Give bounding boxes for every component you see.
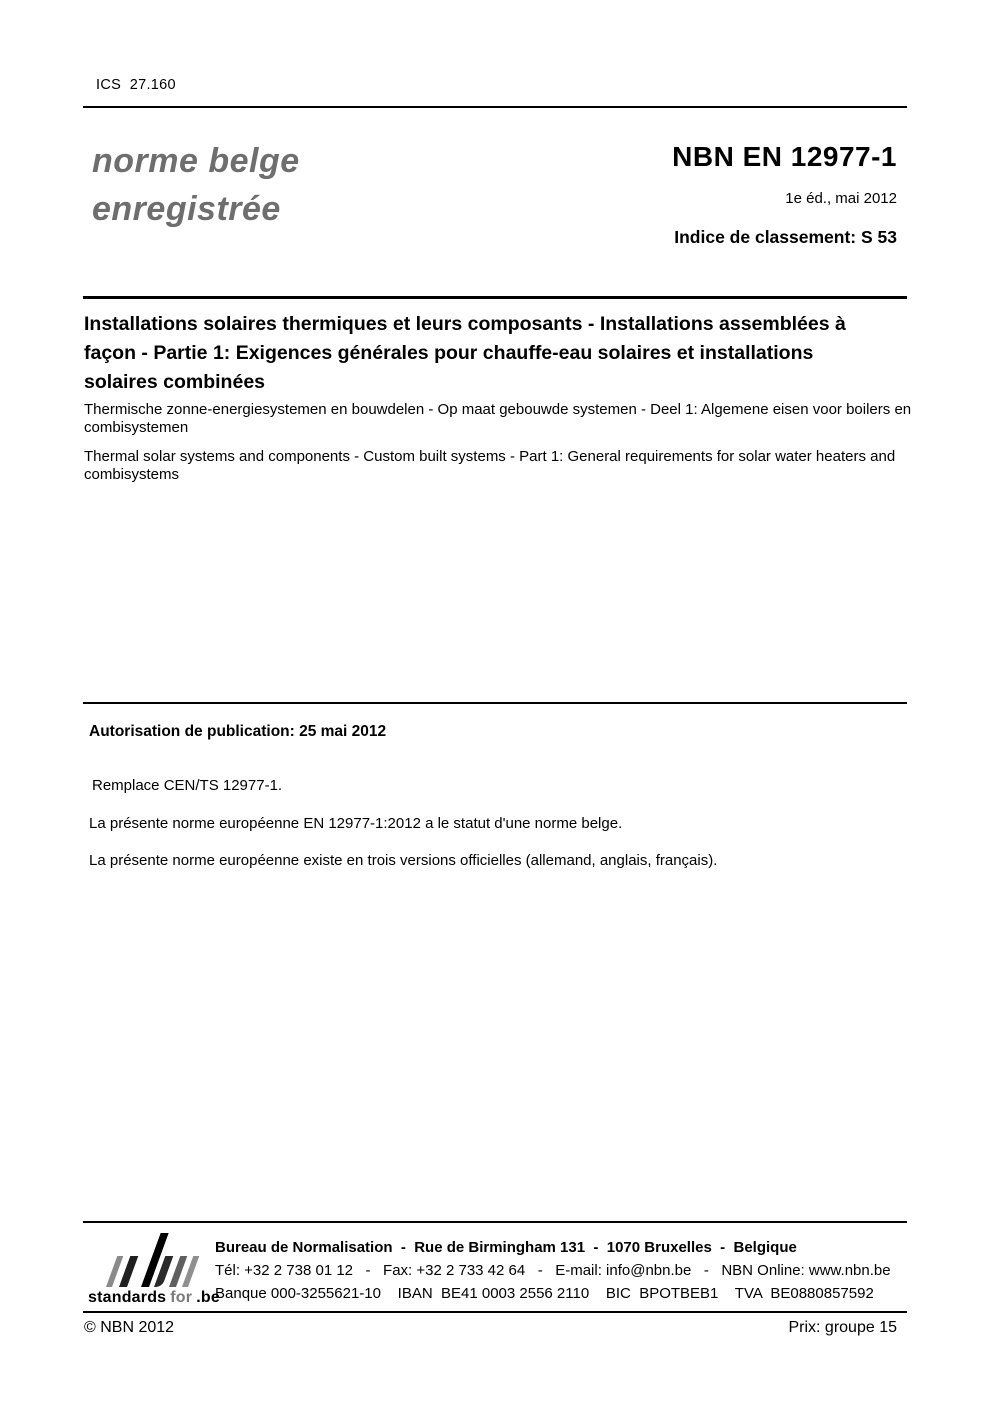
tagline-be: .be (196, 1289, 220, 1306)
tagline-for: for (170, 1289, 193, 1306)
classification-index: Indice de classement: S 53 (674, 227, 897, 247)
title-english: Thermal solar systems and components - Custom built systems - Part 1: General requirements for solar water heaters and combisystems (84, 448, 900, 483)
footer-bottom-rule (83, 1311, 907, 1313)
title-dutch: Thermische zonne-energiesystemen en bouwdelen - Op maat gebouwde systemen - Deel 1: Algemene eisen voor boilers en combisystemen (84, 401, 916, 436)
tagline-standards: standards (88, 1289, 167, 1306)
footer-top-rule (83, 1221, 907, 1223)
copyright-notice: © NBN 2012 (84, 1319, 175, 1336)
nbn-logo-stroke-2 (119, 1256, 138, 1287)
top-divider-rule (83, 106, 907, 108)
nbn-logo-tagline (88, 1289, 220, 1307)
header-right-block (497, 140, 897, 247)
price-group: Prix: groupe 15 (788, 1319, 897, 1336)
publisher-address-block (215, 1239, 915, 1303)
ics-code: ICS 27.160 (96, 77, 176, 93)
versions-note: La présente norme européenne existe en trois versions officielles (allemand, anglais, français). (89, 852, 718, 869)
standard-number: NBN EN 12977-1 (672, 141, 897, 172)
replaces-note: Remplace CEN/TS 12977-1. (92, 777, 283, 794)
publisher-address-line: Bureau de Normalisation - Rue de Birmingham 131 - 1070 Bruxelles - Belgique (215, 1239, 797, 1256)
edition-date: 1e éd., mai 2012 (785, 190, 897, 207)
publication-authorization: Autorisation de publication: 25 mai 2012 (89, 723, 387, 740)
publisher-bank-line: Banque 000-3255621-10 IBAN BE41 0003 2556 2110 BIC BPOTBEB1 TVA BE0880857592 (215, 1285, 874, 1302)
publisher-contact-line: Tél: +32 2 738 01 12 - Fax: +32 2 733 42 64 - E-mail: info@nbn.be - NBN Online: www.nbn.be (215, 1262, 891, 1279)
masthead-line-2: enregistrée (92, 190, 281, 228)
nbn-logo (98, 1233, 210, 1287)
title-divider-rule (83, 296, 907, 299)
authorization-divider-rule (83, 702, 907, 704)
masthead-line-1: norme belge (92, 142, 300, 180)
title-french: Installations solaires thermiques et leurs composants - Installations assemblées à façon - Partie 1: Exigences générales pour chauffe-eau solaires et installations solaires combinées (84, 313, 852, 393)
status-note: La présente norme européenne EN 12977-1:2012 a le statut d'une norme belge. (89, 815, 623, 832)
masthead-document-type (92, 137, 300, 233)
